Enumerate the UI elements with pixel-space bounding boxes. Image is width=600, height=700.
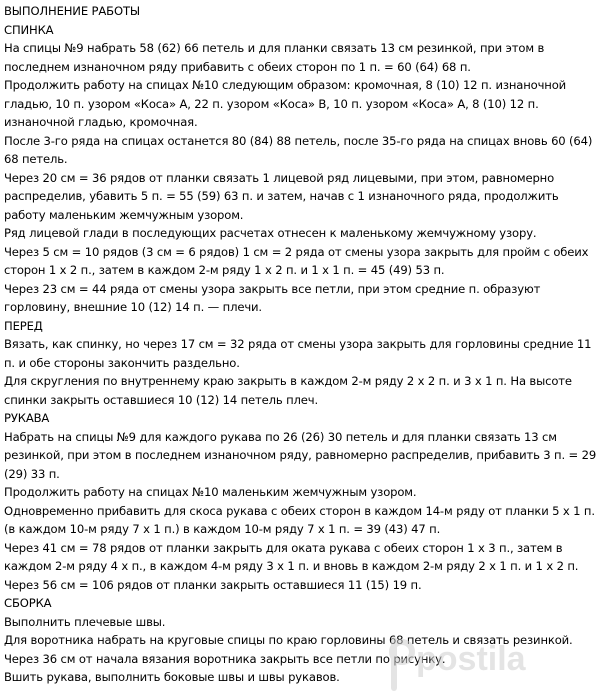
paragraph: Через 56 см = 106 рядов от планки закрыть оставшиеся 11 (15) 19 п. bbox=[4, 577, 422, 592]
paragraph: Вязать, как спинку, но через 17 см = 32 ряда от смены узора закрыть для горловины средние 11 п. и обе стороны закончить раздельно. bbox=[4, 337, 592, 370]
paragraph: Набрать на спицы №9 для каждого рукава по 26 (26) 30 петель и для планки связать 13 см резинкой, при этом в последнем изнаночном ряду, равномерно распределив, прибавить 3 п. = 29 (29) 33 п. bbox=[4, 429, 597, 481]
watermark-text: postila bbox=[416, 640, 526, 678]
paragraph: Ряд лицевой глади в последующих расчетах отнесен к маленькому жемчужному узору. bbox=[4, 226, 537, 240]
paragraph: Через 41 см = 78 рядов от планки закрыть для оката рукава с обеих сторон 1 х 3 п., затем в каждом 2-м ряду 4 х п., в каждом 4-м ряду 3 х 1 п. и вновь в каждом 2-м ряду 2 х 1 п. и 1 х 2 п. bbox=[4, 540, 579, 573]
paragraph: Продолжить работу на спицах №10 маленьким жемчужным узором. bbox=[4, 485, 417, 499]
paragraph: Для скругления по внутреннему краю закрыть в каждом 2-м ряду 2 х 2 п. и 3 х 1 п. На высоте спинки закрыть оставшиеся 10 (12) 14 петель плеч. bbox=[4, 374, 572, 407]
document-body bbox=[4, 2, 598, 687]
section-heading-back: СПИНКА bbox=[4, 22, 54, 37]
section-heading-front: ПЕРЕД bbox=[4, 318, 43, 333]
paragraph: Для воротника набрать на круговые спицы по краю горловины 68 петель и связать резинкой. Через 36 см от начала вязания воротника закрыть все петли по рисунку. bbox=[4, 633, 573, 666]
paragraph: Через 20 см = 36 рядов от планки связать 1 лицевой ряд лицевыми, при этом, равномерно распределив, убавить 5 п. = 55 (59) 63 п. и затем, начав с 1 изнаночного ряда, продолжить работу маленьким жемчужным узором. bbox=[4, 170, 559, 222]
paragraph: Одновременно прибавить для скоса рукава с обеих сторон в каждом 14-м ряду от планки 5 х 1 п. (в каждом 10-м ряду 7 х 1 п.) в каждом 10-м ряду 7 х 1 п. = 39 (43) 47 п. bbox=[4, 503, 595, 536]
paragraph: Продолжить работу на спицах №10 следующим образом: кромочная, 8 (10) 12 п. изнаночной гладью, 10 п. узором «Коса» А, 22 п. узором «Коса» В, 10 п. узором «Коса» А, 8 (10) 12 п. изнаночной гладью, кромочная. bbox=[4, 78, 567, 129]
section-heading-assembly: СБОРКА bbox=[4, 596, 52, 610]
paragraph: Вшить рукава, выполнить боковые швы и швы рукавов. bbox=[4, 670, 340, 684]
paragraph: Через 23 см = 44 ряда от смены узора закрыть все петли, при этом средние п. образуют горловину, внешние 10 (12) 14 п. — плечи. bbox=[4, 281, 541, 314]
paragraph: После 3-го ряда на спицах останется 80 (84) 88 петель, после 35-го ряда на спицах вновь 60 (64) 68 петель. bbox=[4, 133, 593, 166]
paragraph: На спицы №9 набрать 58 (62) 66 петель и для планки связать 13 см резинкой, при этом в последнем изнаночном ряду прибавить с обеих сторон по 1 п. = 60 (64) 68 п. bbox=[4, 41, 545, 74]
paragraph: Выполнить плечевые швы. bbox=[4, 614, 166, 629]
document-title: ВЫПОЛНЕНИЕ РАБОТЫ bbox=[4, 4, 140, 18]
paragraph: Через 5 см = 10 рядов (3 см = 6 рядов) 1 см = 2 ряда от смены узора закрыть для пройм с обеих сторон 1 х 2 п., затем в каждом 2-м ряду 1 х 2 п. и 1 х 1 п. = 45 (49) 53 п. bbox=[4, 244, 589, 277]
section-heading-sleeves: РУКАВА bbox=[4, 411, 50, 425]
